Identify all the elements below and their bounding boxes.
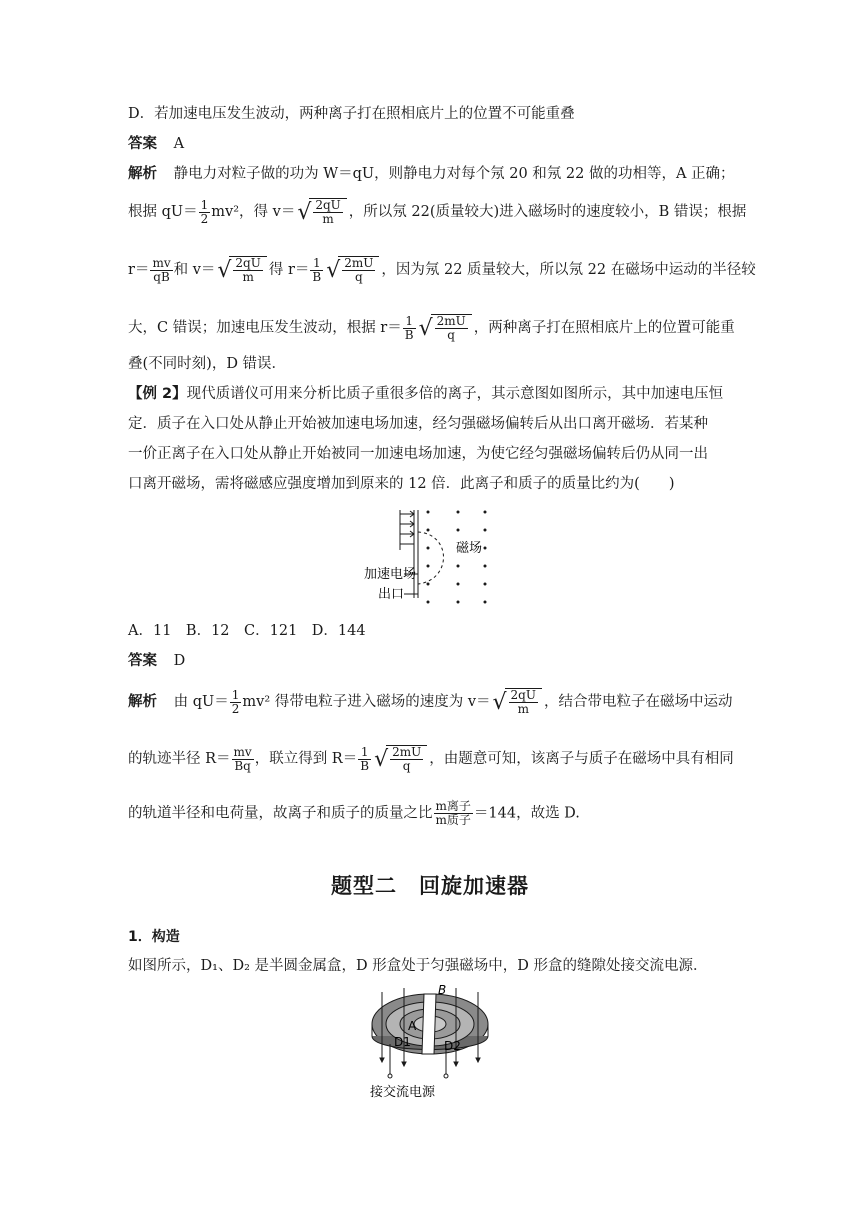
example-2-line-4: 口离开磁场，需将磁感应强度增加到原来的 12 倍．此离子和质子的质量比约为( )	[128, 476, 675, 492]
analysis-1-line-4: 大，C 错误；加速电压发生波动，根据 r＝ $\frac{1}{B}$ √ $\frac{2mU}{q}$ ，两种离子打在照相底片上的位置可能重	[128, 313, 735, 342]
sqrt-2mU-over-q: √ $\frac{2mU}{q}$	[326, 256, 379, 284]
section-title: 题型二 回旋加速器	[331, 874, 529, 898]
accel-field-label: 加速电场	[364, 567, 417, 582]
fraction-half: $\frac{1}{2}$	[231, 687, 240, 716]
ac-source-caption: 接交流电源	[370, 1085, 436, 1100]
analysis-1-line-2: 根据 qU＝ $\frac{1}{2}$ mv²，得 v＝ √ $\frac{2qU}{m}$ ，所以氖 22(质量较大)进入磁场时的速度较小，B 错误；根据	[128, 197, 747, 226]
analysis-1-line-1: 解析 静电力对粒子做的功为 W＝qU，则静电力对每个氖 20 和氖 22 做的功相等，A 正确；	[128, 166, 735, 182]
options-2: A．11 B．12 C．121 D．144	[128, 623, 366, 639]
example-2-line-1: 【例 2】现代质谱仪可用来分析比质子重很多倍的离子，其示意图如图所示，其中加速电压恒	[128, 386, 724, 402]
sqrt-2mU-over-q: √ $\frac{2mU}{q}$	[374, 745, 427, 773]
cyclotron-figure	[360, 982, 500, 1102]
sqrt-2qU-over-m: √ $\frac{2qU}{m}$	[217, 256, 266, 284]
answer-label: 答案	[128, 653, 157, 669]
structure-heading: 1．构造	[128, 929, 180, 945]
fraction-mv-qB: $\frac{mv}{qB}$	[152, 255, 171, 284]
fraction-1-B: $\frac{1}{B}$	[360, 744, 370, 773]
fraction-1-B: $\frac{1}{B}$	[404, 313, 414, 342]
analysis-2-line-1: 解析 由 qU＝ $\frac{1}{2}$ mv² 得带电粒子进入磁场的速度为 v＝ √ $\frac{2qU}{m}$ ，结合带电粒子在磁场中运动	[128, 687, 733, 716]
fraction-1-B: $\frac{1}{B}$	[312, 255, 322, 284]
answer-1	[128, 134, 738, 154]
fraction-mass-ratio: $\frac{\text{m离子}}{\text{m质子}}$	[435, 799, 471, 827]
answer-2	[128, 651, 738, 671]
answer-value: D	[173, 653, 186, 669]
magnetic-field-label: 磁场	[456, 541, 483, 556]
exit-label: 出口	[378, 587, 405, 602]
sqrt-2mU-over-q: √ $\frac{2mU}{q}$	[419, 314, 472, 342]
analysis-label: 解析	[128, 694, 157, 710]
analysis-label: 解析	[128, 166, 157, 182]
field-b-label: B	[438, 983, 447, 997]
d2-label: D2	[444, 1039, 461, 1053]
answer-label: 答案	[128, 136, 157, 152]
example-tag: 【例 2】	[128, 386, 187, 402]
analysis-1-line-3: r＝ $\frac{mv}{qB}$ 和 v＝ √ $\frac{2qU}{m}$ 得 r＝ $\frac{1}{B}$ √ $\frac{2mU}{q}$ ，因为氖 22 质量较大，所以氖 22 在磁场中运动的半径较	[128, 255, 756, 284]
example-2-line-2: 定．质子在入口处从静止开始被加速电场加速，经匀强磁场偏转后从出口离开磁场．若某种	[128, 416, 708, 432]
sqrt-2qU-over-m: √ $\frac{2qU}{m}$	[493, 688, 542, 716]
analysis-1-line-5: 叠(不同时刻)，D 错误．	[128, 356, 287, 372]
fraction-half: $\frac{1}{2}$	[200, 197, 209, 226]
analysis-2-line-3: 的轨道半径和电荷量，故离子和质子的质量之比 $\frac{\text{m离子}}{\text{m质子}}$ ＝144，故选 D.	[128, 799, 580, 827]
answer-value: A	[173, 136, 185, 152]
fraction-mv-Bq: $\frac{mv}{Bq}$	[233, 744, 252, 773]
structure-text: 如图所示，D₁、D₂ 是半圆金属盒，D 形盒处于匀强磁场中，D 形盒的缝隙处接交流电源．	[128, 958, 708, 974]
analysis-2-line-2: 的轨迹半径 R＝ $\frac{mv}{Bq}$ ，联立得到 R＝ $\frac{1}{B}$ √ $\frac{2mU}{q}$ ，由题意可知，该离子与质子在磁场中具有相同	[128, 744, 734, 773]
example-2-line-3: 一价正离子在入口处从静止开始被同一加速电场加速，为使它经匀强磁场偏转后仍从同一出	[128, 446, 708, 462]
mass-spectrometer-figure	[360, 502, 500, 612]
d1-label: D1	[394, 1035, 411, 1049]
option-d: D．若加速电压发生波动，两种离子打在照相底片上的位置不可能重叠	[128, 106, 575, 122]
point-a-label: A	[408, 1019, 417, 1033]
sqrt-2qU-over-m: √ $\frac{2qU}{m}$	[297, 198, 346, 226]
